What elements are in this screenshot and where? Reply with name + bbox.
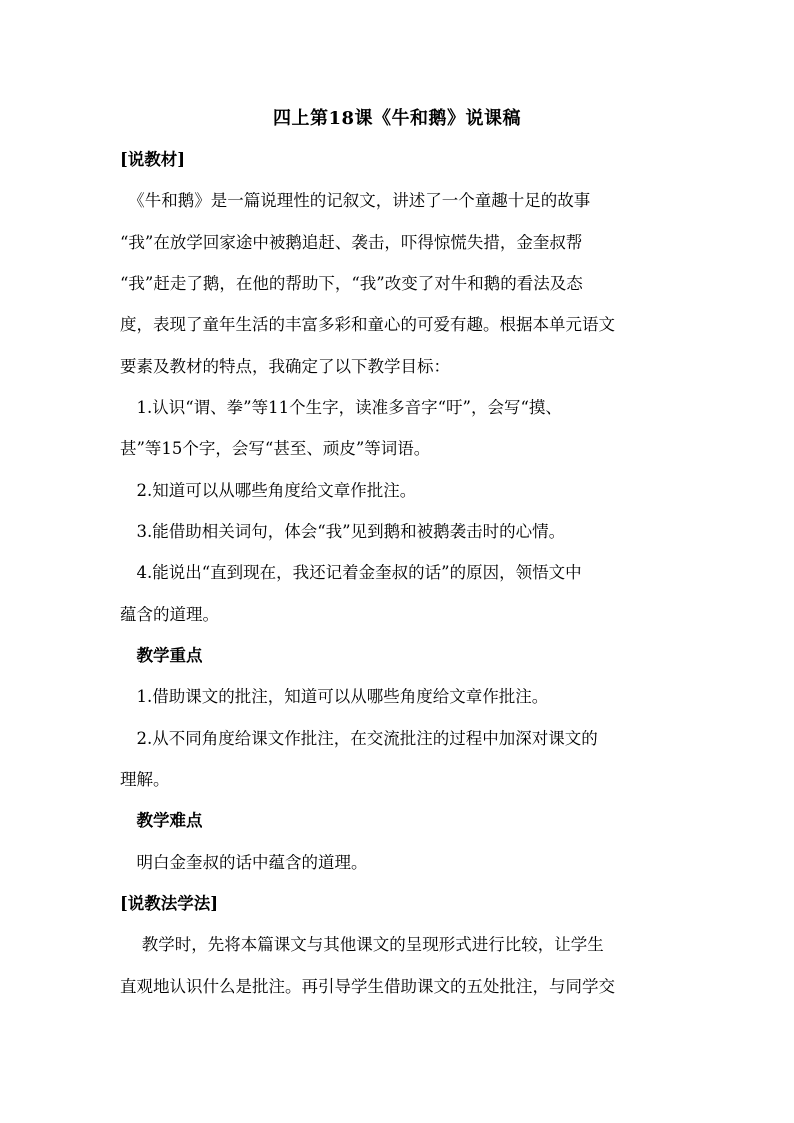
- key-point-line: 理解。: [120, 770, 170, 789]
- document-title: 四上第18课《牛和鹅》说课稿: [272, 108, 522, 129]
- objective-line: 3.能借助相关词句，体会“我”见到鹅和被鹅袭击时的心情。: [120, 522, 566, 541]
- subheading-key-points: 教学重点: [120, 646, 203, 665]
- paragraph-line: 《牛和鹅》是一篇说理性的记叙文，讲述了一个童趣十足的故事: [120, 191, 591, 210]
- paragraph-line: “我”在放学回家途中被鹅追赶、袭击，吓得惊慌失措，金奎叔帮: [120, 233, 583, 252]
- key-point-line: 2.从不同角度给课文作批注，在交流批注的过程中加深对课文的: [120, 729, 598, 748]
- objective-line: 4.能说出“直到现在，我还记着金奎叔的话”的原因，领悟文中: [120, 563, 582, 582]
- paragraph-line: 直观地认识什么是批注。再引导学生借助课文的五处批注，与同学交: [120, 977, 615, 996]
- difficulty-line: 明白金奎叔的话中蕴含的道理。: [120, 853, 368, 872]
- objective-line: 1.认识“谓、拳”等11个生字，读准多音字“吁”，会写“摸、: [120, 398, 562, 417]
- objective-line: 甚”等15个字，会写“甚至、顽皮”等词语。: [120, 439, 431, 458]
- section-heading-textbook: [说教材]: [120, 150, 186, 169]
- paragraph-line: 度，表现了童年生活的丰富多彩和童心的可爱有趣。根据本单元语文: [120, 315, 615, 334]
- key-point-line: 1.借助课文的批注，知道可以从哪些角度给文章作批注。: [120, 687, 549, 706]
- paragraph-line: “我”赶走了鹅，在他的帮助下，“我”改变了对牛和鹅的看法及态: [120, 274, 583, 293]
- objective-line: 蕴含的道理。: [120, 605, 219, 624]
- paragraph-line: 要素及教材的特点，我确定了以下教学目标：: [120, 357, 450, 376]
- subheading-difficulties: 教学难点: [120, 811, 203, 830]
- objective-line: 2.知道可以从哪些角度给文章作批注。: [120, 481, 417, 500]
- section-heading-methods: [说教法学法]: [120, 894, 219, 913]
- paragraph-line: 教学时，先将本篇课文与其他课文的呈现形式进行比较，让学生: [120, 935, 604, 954]
